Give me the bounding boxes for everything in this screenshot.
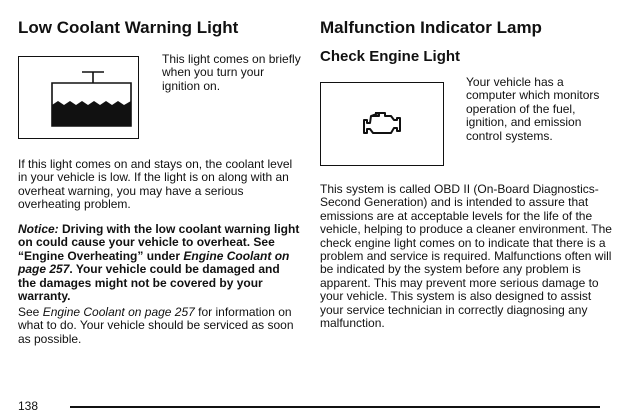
- coolant-paragraph: If this light comes on and stays on, the coolant level in your vehicle is low. If the light is on along with an overheat warning, you may have a serious overheating problem.: [18, 157, 293, 212]
- notice-reference: Engine Coolant on page 257: [18, 248, 290, 277]
- see-reference: Engine Coolant on page 257: [42, 305, 195, 319]
- see-prefix: See: [18, 305, 43, 319]
- coolant-side-text: This light comes on briefly when you turn your ignition on.: [162, 52, 301, 93]
- notice-text-2: . Your vehicle could be damaged and the damages might not be covered by your warranty.: [18, 262, 280, 304]
- notice-text-1: Driving with the low coolant warning light on could cause your vehicle to overheat. See “Engine Overheating” under: [18, 222, 300, 263]
- left-column: [18, 18, 302, 346]
- notice-label: Notice:: [18, 222, 59, 236]
- low-coolant-heading: Low Coolant Warning Light: [18, 18, 239, 37]
- engine-side-text: Your vehicle has a computer which monitors operation of the fuel, ignition, and emission control systems.: [466, 75, 600, 143]
- coolant-see-paragraph: [18, 306, 300, 346]
- obd-paragraph: This system is called OBD II (On-Board Diagnostics-Second Generation) and is intended to assure that emissions are at acceptable levels for the life of the vehicle, helping to produce a cleaner environment. The check engine light comes on to indicate that there is a problem and service is required. Malfunctions often will be indicated by the system before any problem is apparent. This may prevent more serious damage to your vehicle. This system is also designed to assist your service technician in correctly diagnosing any malfunction.: [320, 182, 612, 331]
- coolant-notice: [18, 223, 300, 303]
- page-number: 138: [18, 399, 39, 413]
- coolant-level-icon: [19, 57, 138, 138]
- right-column: [320, 18, 616, 331]
- footer-rule: [70, 406, 600, 408]
- check-engine-subheading: Check Engine Light: [320, 48, 461, 65]
- check-engine-icon: [361, 109, 403, 139]
- mil-heading: Malfunction Indicator Lamp: [320, 18, 542, 37]
- coolant-icon-box: [18, 56, 139, 139]
- see-suffix: for information on what to do. Your vehicle should be serviced as soon as possible.: [18, 305, 294, 346]
- engine-icon-box: [320, 82, 444, 166]
